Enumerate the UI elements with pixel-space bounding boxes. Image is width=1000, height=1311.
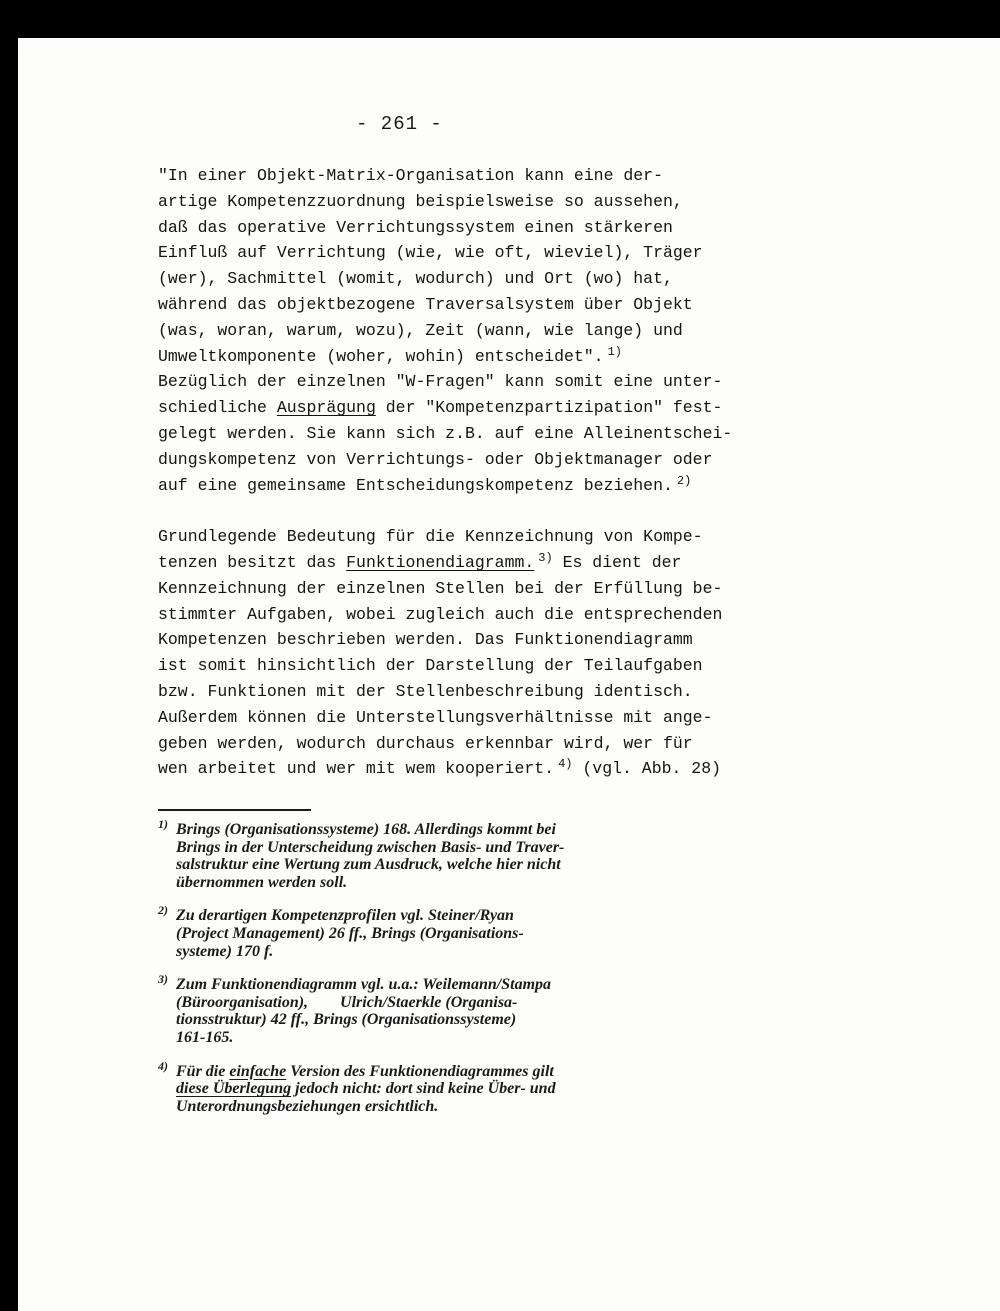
body-line: [158, 550, 878, 576]
footnote-marker: 4): [158, 1058, 168, 1073]
footnote-line: [176, 1080, 878, 1098]
body-line: artige Kompetenzzuordnung beispielsweise so aussehen,: [158, 191, 683, 211]
body-line-text: auf eine gemeinsame Entscheidungskompetenz beziehen.: [158, 475, 673, 495]
footnote-4: [158, 1058, 878, 1116]
footnote-1: [158, 817, 878, 891]
footnote-text: jedoch nicht: dort sind keine Über- und: [291, 1080, 556, 1098]
footnote-line: (Büroorganisation), Ulrich/Staerkle (Organisa-: [176, 993, 518, 1011]
footnote-line: Brings in der Unterscheidung zwischen Basis- und Traver-: [176, 838, 565, 856]
footnote-ref-4[interactable]: 4): [558, 757, 573, 772]
footnote-line: 161-165.: [176, 1028, 234, 1046]
footnote-line: salstruktur eine Wertung zum Ausdruck, welche hier nicht: [176, 856, 561, 874]
footnote-ref-2[interactable]: 2): [676, 473, 692, 488]
body-line-text: Umweltkomponente (woher, wohin) entscheidet".: [158, 346, 604, 366]
body-line: gelegt werden. Sie kann sich z.B. auf eine Alleinentschei-: [158, 423, 733, 443]
body-line: (wer), Sachmittel (womit, wodurch) und Ort (wo) hat,: [158, 269, 673, 289]
body-line: [158, 473, 878, 499]
footnote-line: (Project Management) 26 ff., Brings (Organisations-: [176, 924, 524, 942]
footnote-line: Zu derartigen Kompetenzprofilen vgl. Steiner/Ryan: [176, 907, 514, 925]
body-text: [158, 163, 878, 782]
body-line: Kompetenzen beschrieben werden. Das Funktionendiagramm: [158, 630, 693, 650]
footnote-line: Unterordnungsbeziehungen ersichtlich.: [176, 1097, 439, 1115]
body-line: Grundlegende Bedeutung für die Kennzeichnung von Kompe-: [158, 527, 703, 547]
body-line-text: tenzen besitzt das: [158, 552, 347, 572]
paragraph-gap: [158, 498, 878, 524]
footnote-marker: 3): [158, 972, 168, 987]
footnote-ref-1[interactable]: 1): [607, 344, 622, 359]
body-line-text: wen arbeitet und wer mit wem kooperiert.: [158, 759, 555, 779]
footnotes: [158, 817, 878, 1131]
page-number: - 261 -: [356, 113, 443, 135]
body-line: [158, 344, 878, 370]
body-line: Bezüglich der einzelnen "W-Fragen" kann somit eine unter-: [158, 372, 723, 392]
document-page: [18, 38, 1000, 1311]
body-line-text: Es dient der: [552, 552, 682, 572]
footnote-text: Version des Funktionendiagrammes gilt: [286, 1062, 554, 1080]
footnote-line: Zum Funktionendiagramm vgl. u.a.: Weilemann/Stampa: [176, 976, 552, 994]
body-line: bzw. Funktionen mit der Stellenbeschreibung identisch.: [158, 681, 693, 701]
body-line: Kennzeichnung der einzelnen Stellen bei der Erfüllung be-: [158, 578, 723, 598]
footnote-text: Für die: [176, 1062, 230, 1080]
underlined-term: Ausprägung: [276, 398, 376, 418]
body-line: [158, 395, 878, 421]
body-line: ist somit hinsichtlich der Darstellung der Teilaufgaben: [158, 656, 703, 676]
footnote-line: übernommen werden soll.: [176, 873, 348, 891]
body-line: geben werden, wodurch durchaus erkennbar wird, wer für: [158, 733, 693, 753]
underlined-term: einfache: [229, 1062, 287, 1080]
footnote-line: Brings (Organisationssysteme) 168. Allerdings kommt bei: [176, 821, 556, 838]
footnote-line: [176, 1063, 878, 1081]
body-line: während das objektbezogene Traversalsystem über Objekt: [158, 294, 693, 314]
body-line: "In einer Objekt-Matrix-Organisation kann eine der-: [158, 166, 663, 185]
body-line: daß das operative Verrichtungssystem einen stärkeren: [158, 217, 673, 237]
body-line: Einfluß auf Verrichtung (wie, wie oft, wieviel), Träger: [158, 243, 703, 263]
underlined-term: Funktionendiagramm.: [346, 552, 535, 572]
body-line: stimmter Aufgaben, wobei zugleich auch die entsprechenden: [158, 604, 723, 624]
footnote-marker: 1): [158, 817, 168, 831]
underlined-term: diese Überlegung: [176, 1080, 292, 1098]
footnote-separator: [158, 809, 311, 811]
footnote-2: [158, 903, 878, 960]
body-line: [158, 756, 878, 782]
body-line-text: schiedliche: [158, 398, 277, 418]
footnote-line: tionsstruktur) 42 ff., Brings (Organisationssysteme): [176, 1011, 517, 1029]
body-line: (was, woran, warum, wozu), Zeit (wann, wie lange) und: [158, 320, 683, 340]
body-line: Außerdem können die Unterstellungsverhältnisse mit ange-: [158, 707, 713, 727]
body-line-text: (vgl. Abb. 28): [572, 759, 722, 779]
footnote-line: systeme) 170 f.: [176, 942, 274, 960]
footnote-marker: 2): [158, 903, 168, 918]
footnote-3: [158, 972, 878, 1046]
footnote-ref-3[interactable]: 3): [538, 550, 553, 565]
body-line-text: der "Kompetenzpartizipation" fest-: [375, 398, 723, 418]
body-line: dungskompetenz von Verrichtungs- oder Objektmanager oder: [158, 449, 713, 469]
